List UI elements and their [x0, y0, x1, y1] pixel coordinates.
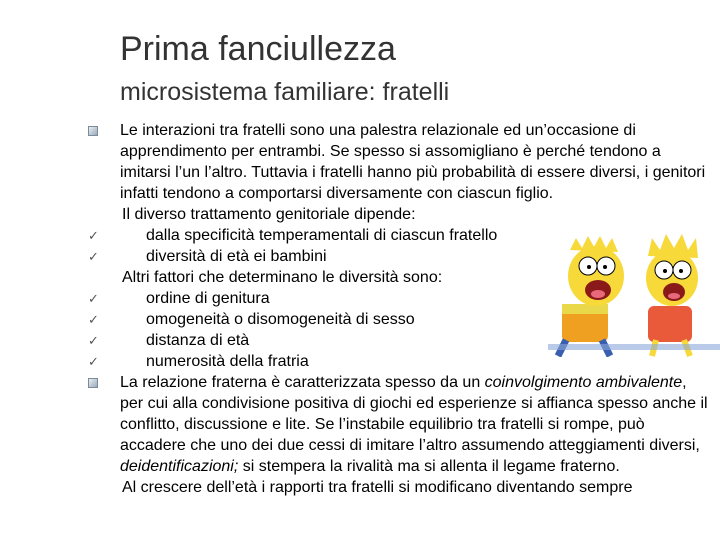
checkmark-icon: ✓: [88, 354, 99, 369]
fattori-item-text: distanza di età: [146, 332, 250, 349]
fattori-heading: Altri fattori che determinano le diversità sono:: [122, 269, 443, 286]
paragraph-2-emphasis-1: coinvolgimento ambivalente: [484, 374, 683, 391]
cartoon-girl: [646, 234, 698, 356]
diverso-heading: Il diverso trattamento genitoriale dipende:: [122, 206, 416, 223]
diverso-item-text: diversità di età ei bambini: [146, 248, 327, 265]
checkmark-icon: ✓: [88, 291, 99, 306]
fattori-item-text: omogeneità o disomogeneità di sesso: [146, 311, 415, 328]
square-bullet-icon: [88, 378, 98, 388]
paragraph-2-part1: La relazione fraterna è caratterizzata spesso da un: [120, 374, 485, 391]
paragraph-2-part3: si stempera la rivalità ma si allenta il legame fraterno.: [238, 458, 620, 475]
fattori-item-text: numerosità della fratria: [146, 353, 309, 370]
cartoon-boy: [558, 236, 624, 356]
diverso-item-text: dalla specificità temperamentali di ciascun fratello: [146, 227, 498, 244]
square-bullet-icon: [88, 126, 98, 136]
paragraph-2: [88, 372, 712, 477]
checkmark-icon: ✓: [88, 228, 99, 243]
checkmark-icon: ✓: [88, 249, 99, 264]
fattori-item-text: ordine di genitura: [146, 290, 270, 307]
slide-title: Prima fanciullezza: [120, 30, 396, 68]
slide-subtitle: microsistema familiare: fratelli: [120, 78, 450, 106]
checkmark-icon: ✓: [88, 312, 99, 327]
paragraph-2-part2: , per cui alla condivisione positiva di giochi ed esperienze si affianca spesso anche il conflitto, discussione e lite. Se l’instabile equilibrio tra fratelli si rompe, può accadere che uno dei due cessi di imitare l’altro assumendo atteggiamenti diversi,: [120, 374, 708, 454]
checkmark-icon: ✓: [88, 333, 99, 348]
paragraph-3-first-line: Al crescere dell’età i rapporti tra fratelli si modificano diventando sempre: [122, 479, 633, 496]
paragraph-1-text: Le interazioni tra fratelli sono una palestra relazionale ed un’occasione di apprendimento per entrambi. Se spesso si assomigliano è perché tendono a imitarsi l’un l’altro. Tuttavia i fratelli hanno più probabilità di essere diversi, i genitori infatti tendono a comportarsi diversamente con ciascun figlio.: [120, 122, 706, 202]
paragraph-2-emphasis-2: deidentificazioni;: [120, 458, 239, 475]
cartoon-siblings-illustration: [548, 232, 720, 357]
paragraph-1: [88, 120, 712, 204]
